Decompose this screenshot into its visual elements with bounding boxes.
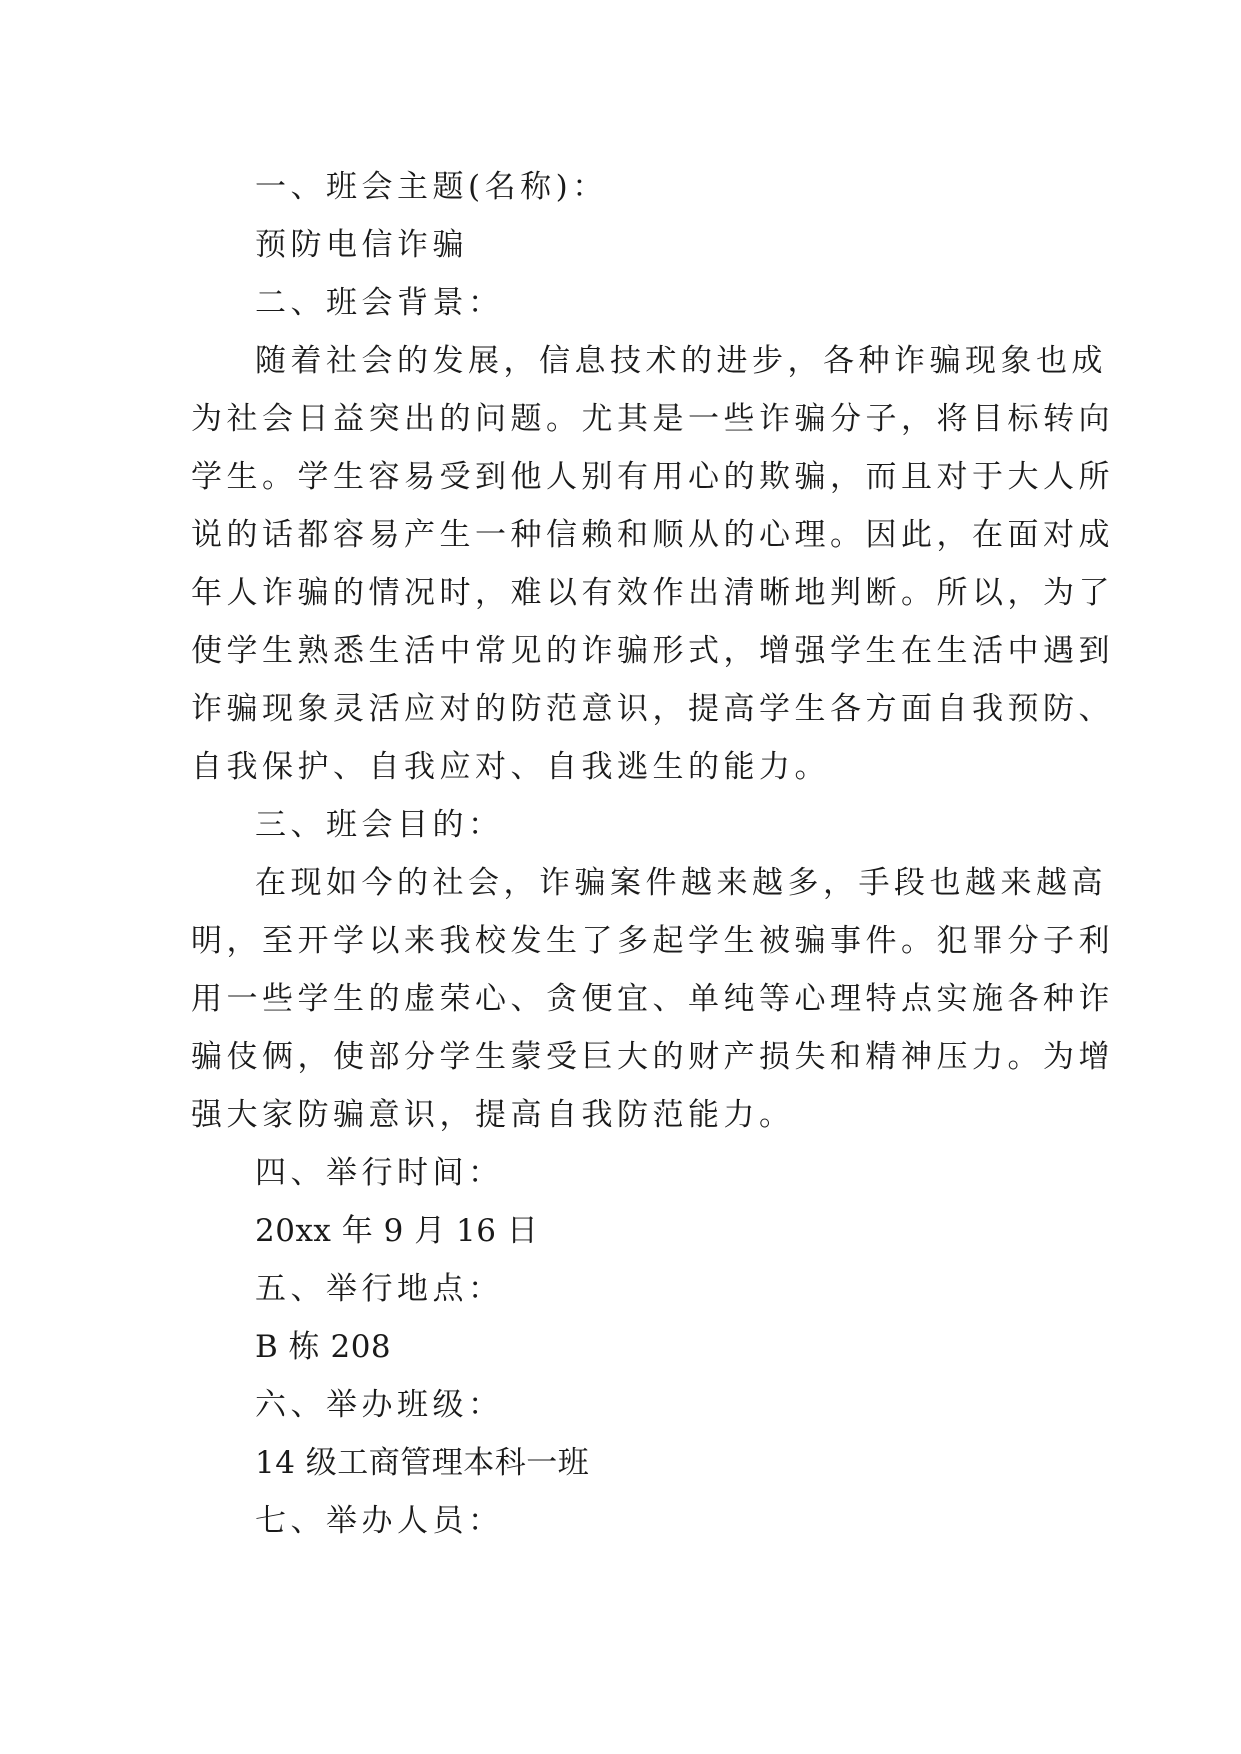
background-paragraph-line: 学生。学生容易受到他人别有用心的欺骗，而且对于大人所 xyxy=(191,459,1114,495)
section-heading-theme: 一、班会主题(名称)： xyxy=(255,169,608,205)
purpose-paragraph-line: 在现如今的社会，诈骗案件越来越多，手段也越来越高 xyxy=(255,865,1107,901)
background-paragraph-line: 诈骗现象灵活应对的防范意识，提高学生各方面自我预防、 xyxy=(191,691,1114,727)
purpose-paragraph-line: 明，至开学以来我校发生了多起学生被骗事件。犯罪分子利 xyxy=(191,923,1114,959)
section-heading-time: 四、举行时间： xyxy=(255,1155,504,1191)
section-heading-background: 二、班会背景： xyxy=(255,285,504,321)
background-paragraph-line: 自我保护、自我应对、自我逃生的能力。 xyxy=(191,749,830,785)
class-value: 14 级工商管理本科一班 xyxy=(255,1445,590,1481)
background-paragraph-line: 使学生熟悉生活中常见的诈骗形式，增强学生在生活中遇到 xyxy=(191,633,1114,669)
document-body xyxy=(191,158,1114,1550)
section-heading-organizers: 七、举办人员： xyxy=(255,1503,504,1539)
section-heading-class: 六、举办班级： xyxy=(255,1387,504,1423)
purpose-paragraph-line: 骗伎俩，使部分学生蒙受巨大的财产损失和精神压力。为增 xyxy=(191,1039,1114,1075)
time-value: 20xx 年 9 月 16 日 xyxy=(255,1213,539,1249)
background-paragraph-line: 年人诈骗的情况时，难以有效作出清晰地判断。所以，为了 xyxy=(191,575,1114,611)
section-heading-location: 五、举行地点： xyxy=(255,1271,504,1307)
background-paragraph-line: 为社会日益突出的问题。尤其是一些诈骗分子，将目标转向 xyxy=(191,401,1114,437)
background-paragraph-line: 说的话都容易产生一种信赖和顺从的心理。因此，在面对成 xyxy=(191,517,1114,553)
purpose-paragraph-line: 用一些学生的虚荣心、贪便宜、单纯等心理特点实施各种诈 xyxy=(191,981,1114,1017)
purpose-paragraph-line: 强大家防骗意识，提高自我防范能力。 xyxy=(191,1097,795,1133)
background-paragraph-line: 随着社会的发展，信息技术的进步，各种诈骗现象也成 xyxy=(255,343,1107,379)
section-heading-purpose: 三、班会目的： xyxy=(255,807,504,843)
location-value: B 栋 208 xyxy=(255,1329,392,1365)
theme-value: 预防电信诈骗 xyxy=(255,227,468,263)
